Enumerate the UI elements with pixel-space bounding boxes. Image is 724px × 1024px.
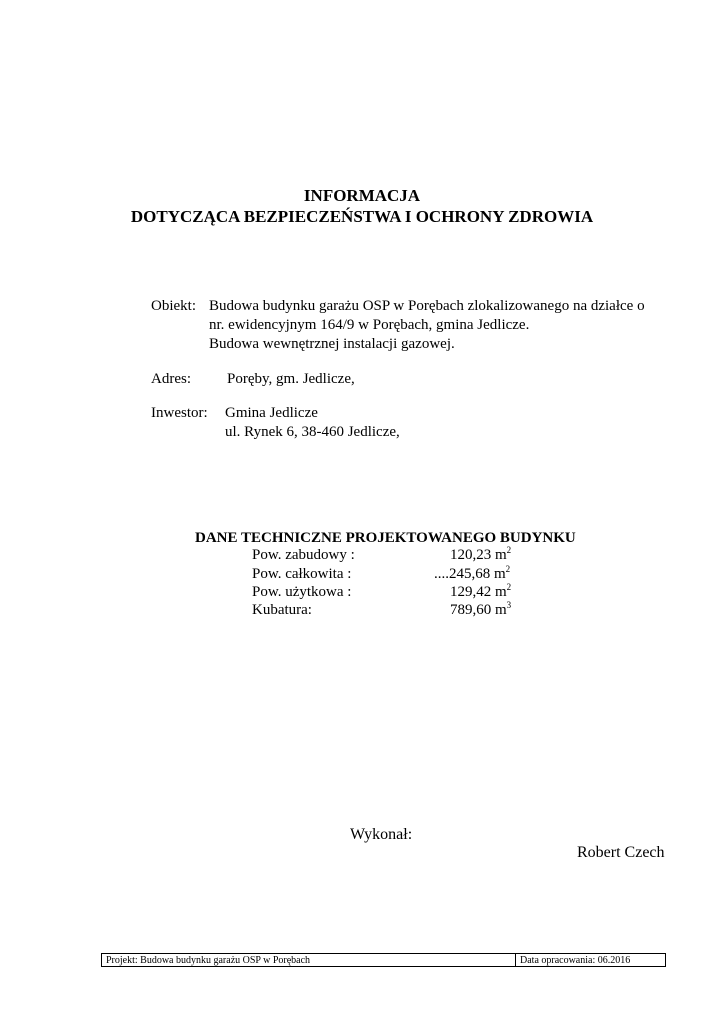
footer-box (101, 953, 666, 967)
object-line-3: Budowa wewnętrznej instalacji gazowej. (209, 336, 455, 352)
title-line-1: INFORMACJA (303, 186, 421, 205)
tech-row-label: Pow. zabudowy : (252, 547, 355, 563)
tech-row-value: 120,23 $m^2$ (450, 545, 512, 563)
tech-row-value: 789,60 $m^3$ (450, 600, 512, 618)
object-label: Obiekt: (151, 298, 196, 314)
investor-line-2: ul. Rynek 6, 38-460 Jedlicze, (225, 424, 400, 440)
investor-line-1: Gmina Jedlicze (225, 405, 318, 421)
title-line-2: DOTYCZĄCA BEZPIECZEŃSTWA I OCHRONY ZDROWIA (130, 207, 594, 226)
investor-label: Inwestor: (151, 405, 208, 421)
footer-project: Projekt: Budowa budynku garażu OSP w Porębach (106, 955, 311, 966)
address-label: Adres: (151, 371, 191, 387)
signature-name: Robert Czech (577, 844, 665, 861)
object-line-1: Budowa budynku garażu OSP w Porębach zlokalizowanego na działce o (209, 298, 645, 314)
tech-row-label: Kubatura: (252, 602, 312, 618)
address-value: Poręby, gm. Jedlicze, (227, 371, 355, 387)
signature-label: Wykonał: (350, 826, 413, 843)
footer-date: Data opracowania: 06.2016 (520, 955, 631, 966)
tech-row-value: ....245,68 $m^2$ (434, 564, 511, 582)
object-line-2: nr. ewidencyjnym 164/9 w Porębach, gmina Jedlicze. (209, 317, 530, 333)
technical-heading: DANE TECHNICZNE PROJEKTOWANEGO BUDYNKU (195, 530, 576, 546)
tech-row-label: Pow. całkowita : (252, 566, 352, 582)
tech-row-label: Pow. użytkowa : (252, 584, 352, 600)
tech-row-value: 129,42 $m^2$ (450, 582, 512, 600)
